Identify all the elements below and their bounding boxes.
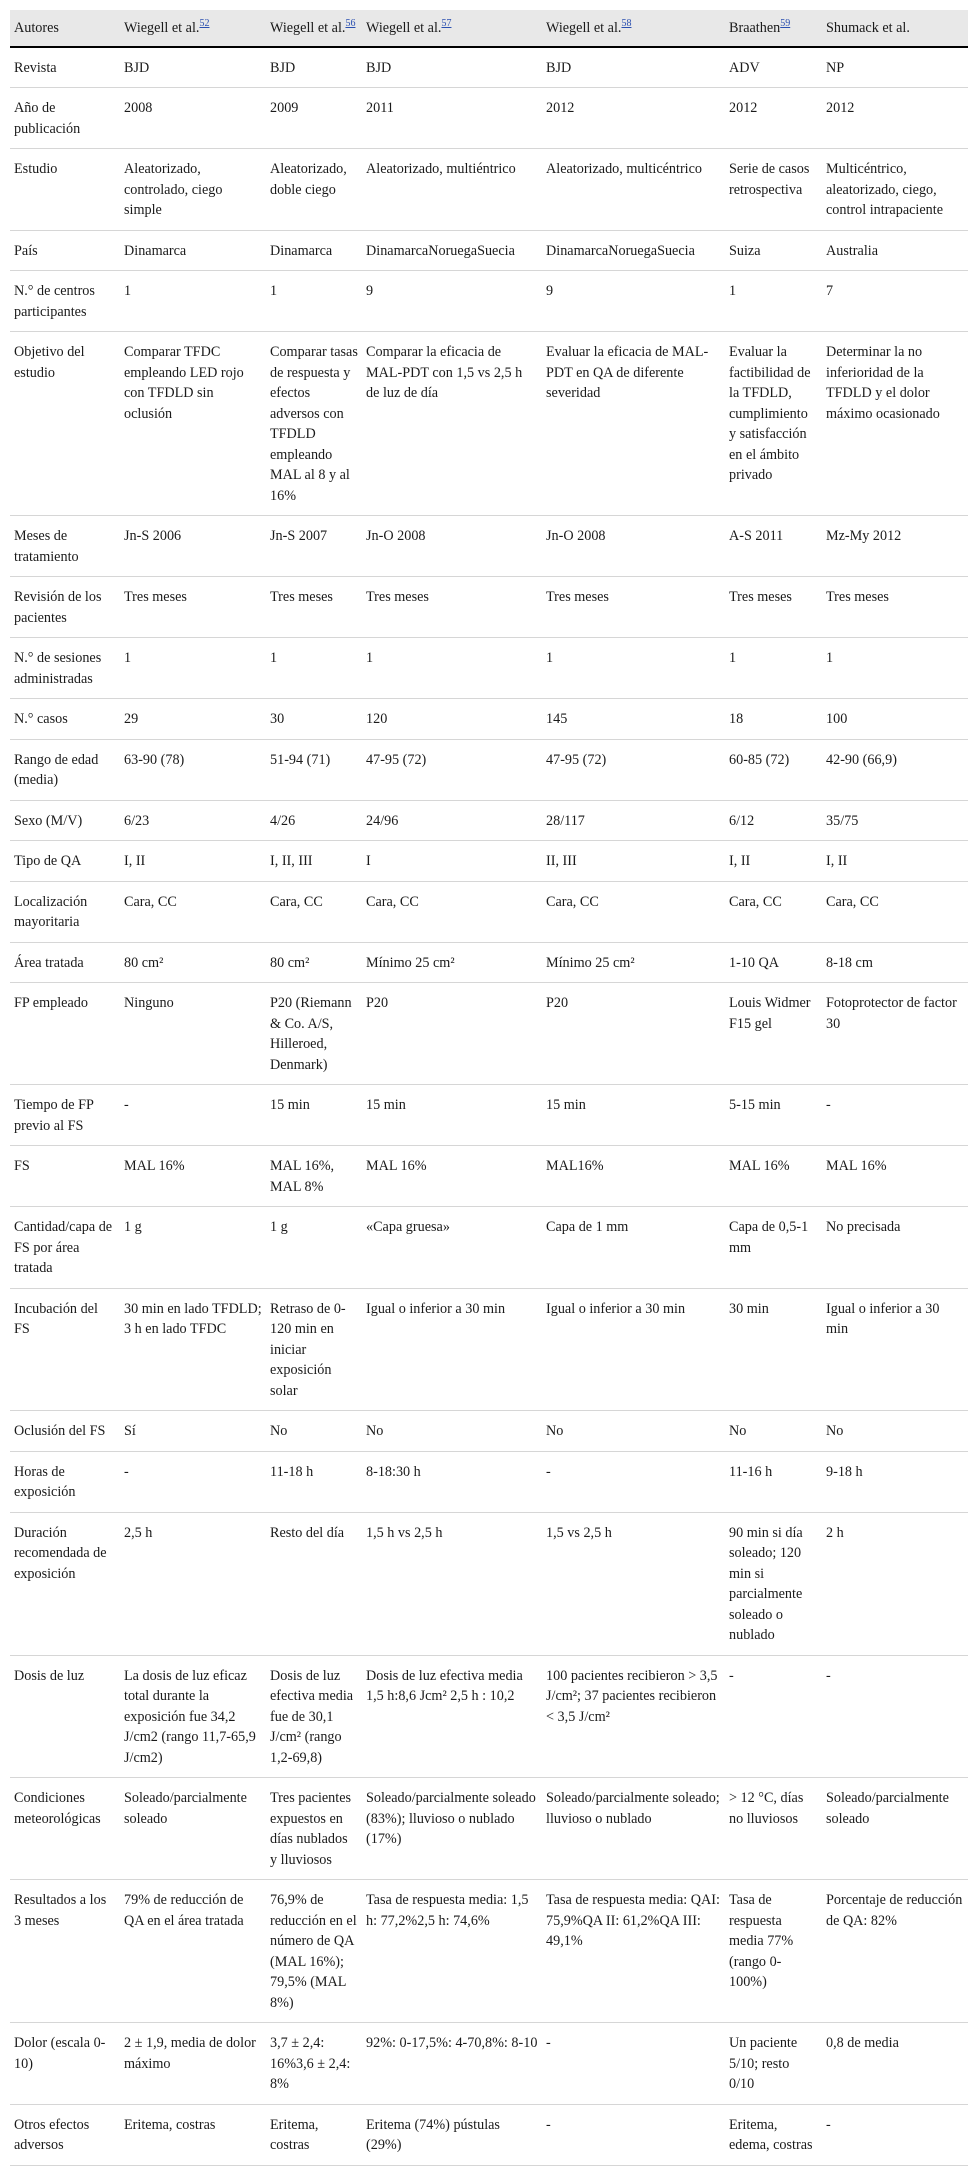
table-body <box>10 47 968 2166</box>
table-cell: Cara, CC <box>725 881 822 942</box>
table-row <box>10 699 968 740</box>
table-row <box>10 1146 968 1207</box>
table-cell: P20 (Riemann & Co. A/S, Hilleroed, Denmark) <box>266 983 362 1085</box>
table-cell: I, II, III <box>266 841 362 882</box>
table-cell: I, II <box>725 841 822 882</box>
table-cell: 9 <box>362 271 542 332</box>
table-cell: Aleatorizado, multicéntrico <box>542 149 725 231</box>
author-name: Wiegell et al. <box>546 20 622 36</box>
table-cell: 100 pacientes recibieron > 3,5 J/cm²; 37 pacientes recibieron < 3,5 J/cm² <box>542 1655 725 1778</box>
table-cell: 9-18 h <box>822 1451 968 1512</box>
table-cell: 6/12 <box>725 800 822 841</box>
table-cell: 1 <box>725 638 822 699</box>
table-cell: 0,8 de media <box>822 2023 968 2105</box>
table-cell: 79% de reducción de QA en el área tratada <box>120 1880 266 2023</box>
table-cell: 2012 <box>542 88 725 149</box>
table-cell: Tres meses <box>362 577 542 638</box>
table-cell: Dinamarca <box>266 230 362 271</box>
table-cell: 6/23 <box>120 800 266 841</box>
table-cell: > 12 °C, días no lluviosos <box>725 1778 822 1880</box>
row-label: Revisión de los pacientes <box>10 577 120 638</box>
table-cell: MAL 16% <box>725 1146 822 1207</box>
author-name: Autores <box>14 20 59 36</box>
table-cell: II, III <box>542 841 725 882</box>
row-label: N.° de sesiones administradas <box>10 638 120 699</box>
table-row <box>10 88 968 149</box>
row-label: Sexo (M/V) <box>10 800 120 841</box>
column-header <box>725 10 822 47</box>
table-row <box>10 983 968 1085</box>
table-row <box>10 1880 968 2023</box>
table-cell: Tres meses <box>266 577 362 638</box>
table-cell: - <box>725 1655 822 1778</box>
table-row <box>10 739 968 800</box>
row-label: N.° de centros participantes <box>10 271 120 332</box>
comparison-table <box>10 10 968 2166</box>
table-cell: - <box>822 1085 968 1146</box>
table-cell: BJD <box>120 47 266 88</box>
table-cell: 11-18 h <box>266 1451 362 1512</box>
table-cell: 2 ± 1,9, media de dolor máximo <box>120 2023 266 2105</box>
table-row <box>10 881 968 942</box>
table-row <box>10 1778 968 1880</box>
table-cell: Jn-S 2007 <box>266 516 362 577</box>
table-cell: 1 <box>822 638 968 699</box>
table-row <box>10 638 968 699</box>
table-cell: A-S 2011 <box>725 516 822 577</box>
row-label: Rango de edad (media) <box>10 739 120 800</box>
table-row <box>10 332 968 516</box>
column-header <box>10 10 120 47</box>
table-row <box>10 149 968 231</box>
table-cell: Dosis de luz efectiva media 1,5 h:8,6 Jcm² 2,5 h : 10,2 <box>362 1655 542 1778</box>
row-label: Área tratada <box>10 942 120 983</box>
table-cell: 1 <box>266 271 362 332</box>
table-cell: Ninguno <box>120 983 266 1085</box>
table-row <box>10 800 968 841</box>
table-cell: P20 <box>362 983 542 1085</box>
table-cell: La dosis de luz eficaz total durante la exposición fue 34,2 J/cm2 (rango 11,7-65,9 J/cm2) <box>120 1655 266 1778</box>
table-cell: 120 <box>362 699 542 740</box>
table-cell: 2 h <box>822 1512 968 1655</box>
table-cell: MAL 16% <box>362 1146 542 1207</box>
table-cell: Comparar tasas de respuesta y efectos adversos con TFDLD empleando MAL al 8 y al 16% <box>266 332 362 516</box>
table-cell: Dosis de luz efectiva media fue de 30,1 J/cm² (rango 1,2-69,8) <box>266 1655 362 1778</box>
row-label: Dosis de luz <box>10 1655 120 1778</box>
table-cell: Determinar la no inferioridad de la TFDLD y el dolor máximo ocasionado <box>822 332 968 516</box>
table-cell: 1,5 vs 2,5 h <box>542 1512 725 1655</box>
table-cell: Jn-O 2008 <box>362 516 542 577</box>
table-cell: Tasa de respuesta media: QAI: 75,9%QA II: 61,2%QA III: 49,1% <box>542 1880 725 2023</box>
table-cell: Cara, CC <box>120 881 266 942</box>
table-row <box>10 1655 968 1778</box>
column-header <box>822 10 968 47</box>
table-cell: Un paciente 5/10; resto 0/10 <box>725 2023 822 2105</box>
table-row <box>10 271 968 332</box>
table-cell: No <box>362 1411 542 1452</box>
table-cell: BJD <box>266 47 362 88</box>
row-label: N.° casos <box>10 699 120 740</box>
table-cell: 15 min <box>266 1085 362 1146</box>
table-cell: 1 <box>362 638 542 699</box>
row-label: Incubación del FS <box>10 1288 120 1411</box>
table-cell: 80 cm² <box>120 942 266 983</box>
table-cell: Retraso de 0-120 min en iniciar exposición solar <box>266 1288 362 1411</box>
table-cell: 9 <box>542 271 725 332</box>
row-label: Meses de tratamiento <box>10 516 120 577</box>
column-header <box>362 10 542 47</box>
table-cell: Cara, CC <box>266 881 362 942</box>
header-row <box>10 10 968 47</box>
table-cell: Igual o inferior a 30 min <box>362 1288 542 1411</box>
table-cell: 1 g <box>266 1207 362 1289</box>
table-cell: - <box>120 1451 266 1512</box>
table-cell: - <box>542 2104 725 2165</box>
row-label: FS <box>10 1146 120 1207</box>
row-label: FP empleado <box>10 983 120 1085</box>
table-cell: Capa de 0,5-1 mm <box>725 1207 822 1289</box>
table-cell: Jn-O 2008 <box>542 516 725 577</box>
table-cell: 28/117 <box>542 800 725 841</box>
table-cell: Tres meses <box>120 577 266 638</box>
table-cell: DinamarcaNoruegaSuecia <box>362 230 542 271</box>
table-cell: 5-15 min <box>725 1085 822 1146</box>
table-cell: Suiza <box>725 230 822 271</box>
table-cell: Tasa de respuesta media: 1,5 h: 77,2%2,5 h: 74,6% <box>362 1880 542 2023</box>
table-cell: 2,5 h <box>120 1512 266 1655</box>
table-cell: Comparar TFDC empleando LED rojo con TFDLD sin oclusión <box>120 332 266 516</box>
table-cell: 4/26 <box>266 800 362 841</box>
table-cell: 100 <box>822 699 968 740</box>
table-cell: Soleado/parcialmente soleado <box>822 1778 968 1880</box>
table-cell: 24/96 <box>362 800 542 841</box>
table-cell: 1 g <box>120 1207 266 1289</box>
table-row <box>10 1451 968 1512</box>
table-cell: Mínimo 25 cm² <box>362 942 542 983</box>
table-cell: Sí <box>120 1411 266 1452</box>
table-row <box>10 1085 968 1146</box>
table-header <box>10 10 968 47</box>
row-label: Tipo de QA <box>10 841 120 882</box>
table-cell: 30 min en lado TFDLD; 3 h en lado TFDC <box>120 1288 266 1411</box>
table-cell: Mínimo 25 cm² <box>542 942 725 983</box>
row-label: Objetivo del estudio <box>10 332 120 516</box>
row-label: Revista <box>10 47 120 88</box>
table-cell: Serie de casos retrospectiva <box>725 149 822 231</box>
table-cell: Igual o inferior a 30 min <box>542 1288 725 1411</box>
table-cell: - <box>822 1655 968 1778</box>
table-cell: 42-90 (66,9) <box>822 739 968 800</box>
table-cell: 2011 <box>362 88 542 149</box>
table-cell: 2009 <box>266 88 362 149</box>
reference-link[interactable]: 57 <box>441 18 452 29</box>
table-cell: Tasa de respuesta media 77% (rango 0-100%) <box>725 1880 822 2023</box>
table-cell: BJD <box>362 47 542 88</box>
row-label: Estudio <box>10 149 120 231</box>
table-cell: 1 <box>725 271 822 332</box>
table-cell: Evaluar la eficacia de MAL-PDT en QA de diferente severidad <box>542 332 725 516</box>
table-cell: Eritema, edema, costras <box>725 2104 822 2165</box>
table-row <box>10 47 968 88</box>
table-cell: Australia <box>822 230 968 271</box>
table-cell: NP <box>822 47 968 88</box>
table-cell: 51-94 (71) <box>266 739 362 800</box>
row-label: Tiempo de FP previo al FS <box>10 1085 120 1146</box>
table-cell: 15 min <box>542 1085 725 1146</box>
row-label: Resultados a los 3 meses <box>10 1880 120 2023</box>
table-cell: 30 <box>266 699 362 740</box>
table-cell: 60-85 (72) <box>725 739 822 800</box>
table-cell: Dinamarca <box>120 230 266 271</box>
table-cell: 29 <box>120 699 266 740</box>
author-name: Wiegell et al. <box>270 20 346 36</box>
table-cell: No <box>822 1411 968 1452</box>
row-label: Localización mayoritaria <box>10 881 120 942</box>
table-row <box>10 2023 968 2105</box>
table-row <box>10 577 968 638</box>
row-label: Duración recomendada de exposición <box>10 1512 120 1655</box>
table-cell: 1 <box>542 638 725 699</box>
table-cell: 1 <box>120 271 266 332</box>
table-cell: P20 <box>542 983 725 1085</box>
table-cell: Tres pacientes expuestos en días nublados y lluviosos <box>266 1778 362 1880</box>
table-cell: Multicéntrico, aleatorizado, ciego, control intrapaciente <box>822 149 968 231</box>
table-cell: No precisada <box>822 1207 968 1289</box>
table-cell: Eritema, costras <box>266 2104 362 2165</box>
table-row <box>10 230 968 271</box>
table-row <box>10 1288 968 1411</box>
table-cell: 92%: 0-17,5%: 4-70,8%: 8-10 <box>362 2023 542 2105</box>
table-cell: 7 <box>822 271 968 332</box>
table-cell: 1,5 h vs 2,5 h <box>362 1512 542 1655</box>
table-cell: Mz-My 2012 <box>822 516 968 577</box>
table-cell: 8-18 cm <box>822 942 968 983</box>
table-cell: Cara, CC <box>822 881 968 942</box>
table-cell: BJD <box>542 47 725 88</box>
table-cell: Capa de 1 mm <box>542 1207 725 1289</box>
table-cell: MAL 16% <box>120 1146 266 1207</box>
table-row <box>10 841 968 882</box>
table-cell: Igual o inferior a 30 min <box>822 1288 968 1411</box>
table-cell: Tres meses <box>822 577 968 638</box>
author-name: Shumack et al. <box>826 20 910 36</box>
table-cell: MAL16% <box>542 1146 725 1207</box>
table-cell: No <box>266 1411 362 1452</box>
table-cell: 2008 <box>120 88 266 149</box>
table-cell: Eritema, costras <box>120 2104 266 2165</box>
table-cell: «Capa gruesa» <box>362 1207 542 1289</box>
table-cell: DinamarcaNoruegaSuecia <box>542 230 725 271</box>
table-row <box>10 1207 968 1289</box>
reference-link[interactable]: 59 <box>780 18 791 29</box>
table-cell: No <box>725 1411 822 1452</box>
table-cell: - <box>542 1451 725 1512</box>
table-cell: 1 <box>120 638 266 699</box>
row-label: Año de publicación <box>10 88 120 149</box>
table-cell: Comparar la eficacia de MAL-PDT con 1,5 vs 2,5 h de luz de día <box>362 332 542 516</box>
row-label: País <box>10 230 120 271</box>
table-cell: - <box>120 1085 266 1146</box>
table-row <box>10 1512 968 1655</box>
reference-link[interactable]: 52 <box>199 18 210 29</box>
table-cell: Evaluar la factibilidad de la TFDLD, cumplimiento y satisfacción en el ámbito privado <box>725 332 822 516</box>
row-label: Cantidad/capa de FS por área tratada <box>10 1207 120 1289</box>
table-cell: - <box>542 2023 725 2105</box>
table-cell: 1-10 QA <box>725 942 822 983</box>
table-cell: Tres meses <box>542 577 725 638</box>
table-cell: 35/75 <box>822 800 968 841</box>
author-name: Braathen <box>729 20 781 36</box>
table-cell: ADV <box>725 47 822 88</box>
table-cell: Soleado/parcialmente soleado; lluvioso o nublado <box>542 1778 725 1880</box>
table-cell: 11-16 h <box>725 1451 822 1512</box>
table-cell: I, II <box>120 841 266 882</box>
table-cell: 63-90 (78) <box>120 739 266 800</box>
table-cell: Resto del día <box>266 1512 362 1655</box>
reference-link[interactable]: 58 <box>621 18 632 29</box>
row-label: Otros efectos adversos <box>10 2104 120 2165</box>
table-cell: Aleatorizado, doble ciego <box>266 149 362 231</box>
column-header <box>266 10 362 47</box>
table-cell: Soleado/parcialmente soleado (83%); lluvioso o nublado (17%) <box>362 1778 542 1880</box>
table-cell: Porcentaje de reducción de QA: 82% <box>822 1880 968 2023</box>
table-cell: Fotoprotector de factor 30 <box>822 983 968 1085</box>
table-row <box>10 516 968 577</box>
table-cell: MAL 16%, MAL 8% <box>266 1146 362 1207</box>
table-row <box>10 2104 968 2165</box>
row-label: Horas de exposición <box>10 1451 120 1512</box>
table-cell: Jn-S 2006 <box>120 516 266 577</box>
row-label: Condiciones meteorológicas <box>10 1778 120 1880</box>
table-cell: 145 <box>542 699 725 740</box>
table-cell: Cara, CC <box>542 881 725 942</box>
table-cell: Aleatorizado, multiéntrico <box>362 149 542 231</box>
table-cell: 18 <box>725 699 822 740</box>
table-cell: Cara, CC <box>362 881 542 942</box>
table-cell: - <box>822 2104 968 2165</box>
author-name: Wiegell et al. <box>366 20 442 36</box>
table-cell: 2012 <box>725 88 822 149</box>
table-cell: Eritema (74%) pústulas (29%) <box>362 2104 542 2165</box>
table-row <box>10 1411 968 1452</box>
table-cell: 80 cm² <box>266 942 362 983</box>
table-cell: 47-95 (72) <box>362 739 542 800</box>
table-cell: 2012 <box>822 88 968 149</box>
reference-link[interactable]: 56 <box>345 18 356 29</box>
author-name: Wiegell et al. <box>124 20 200 36</box>
table-cell: 47-95 (72) <box>542 739 725 800</box>
table-cell: No <box>542 1411 725 1452</box>
table-cell: 15 min <box>362 1085 542 1146</box>
table-cell: 8-18:30 h <box>362 1451 542 1512</box>
row-label: Oclusión del FS <box>10 1411 120 1452</box>
row-label: Dolor (escala 0-10) <box>10 2023 120 2105</box>
table-cell: I <box>362 841 542 882</box>
table-cell: Aleatorizado, controlado, ciego simple <box>120 149 266 231</box>
table-cell: Soleado/parcialmente soleado <box>120 1778 266 1880</box>
table-cell: Louis Widmer F15 gel <box>725 983 822 1085</box>
table-cell: 76,9% de reducción en el número de QA (MAL 16%); 79,5% (MAL 8%) <box>266 1880 362 2023</box>
table-cell: Tres meses <box>725 577 822 638</box>
table-cell: 1 <box>266 638 362 699</box>
table-cell: MAL 16% <box>822 1146 968 1207</box>
table-cell: 90 min si día soleado; 120 min si parcialmente soleado o nublado <box>725 1512 822 1655</box>
table-cell: I, II <box>822 841 968 882</box>
table-cell: 3,7 ± 2,4: 16%3,6 ± 2,4: 8% <box>266 2023 362 2105</box>
table-cell: 30 min <box>725 1288 822 1411</box>
column-header <box>542 10 725 47</box>
table-row <box>10 942 968 983</box>
column-header <box>120 10 266 47</box>
